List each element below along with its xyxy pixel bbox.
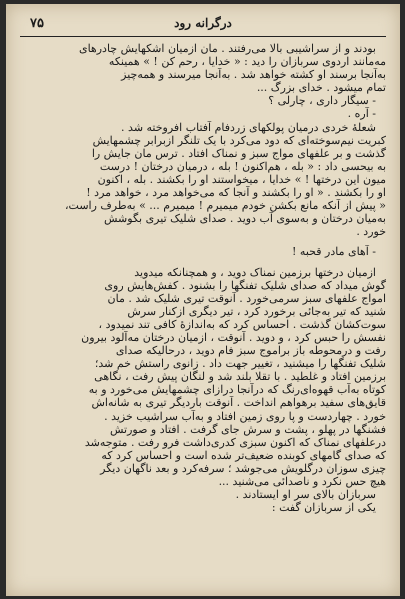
text-line: چیزی سوزان درگلویش می‌جوشد ؛ سرفه‌کرد و بعد ناگهان دیگر xyxy=(100,461,386,475)
paragraph-6 xyxy=(20,488,386,514)
text-line: هیچ حس نکرد و ناصدائی می‌شنید ... xyxy=(218,475,386,488)
text-line: برزمین افتاد و غلطید . با تقلا بلند شد و لنگان پیش رفت ، نگاهی xyxy=(94,370,386,384)
paragraph-2 xyxy=(20,94,386,120)
text-line: سوت‌کشان گذشت . احساس کرد که به‌اندازهٔ کافی تند نمیدود ، xyxy=(98,317,386,331)
paragraph-3 xyxy=(20,121,386,239)
text-line: به بیحسی داد : « بله ، هم‌اکنون ! بله ، درمیان درختان ! درست xyxy=(99,159,386,173)
paragraph-4 xyxy=(20,245,386,258)
text-line: فشنگها در پهلو ، پشت و سرش جای گرفت . افتاد و صورتش xyxy=(109,422,386,436)
text-line: شعلهٔ خردی درمیان پولکهای زردفام آفتاب افروخته شد . xyxy=(121,120,376,134)
text-line: ازمیان درختها برزمین نمناک دوید ، و همچنانکه میدوید xyxy=(134,265,376,279)
text-line: یکی از سربازان گفت : xyxy=(271,501,376,515)
running-title: درگرانه رود xyxy=(174,16,232,30)
text-line: « پیش از آنکه مانع بکشن خودم میمیرم ! میمیرم ... » به‌طرف راست، xyxy=(64,199,386,213)
page-number: ۷۵ xyxy=(30,16,44,31)
text-line: خورد . چهاردست و پا روی زمین افتاد و به‌آب سراشیب خزید . xyxy=(104,409,386,423)
text-line: میون این درختها ! » خدایا ، میخواستند او را بکشند . بله ، اکنون xyxy=(97,172,386,186)
text-line: گوش میداد که صدای شلیک تفنگها را بشنود . کفش‌هایش روی xyxy=(104,278,386,292)
dialogue-line: - آهای مادر قحبه ! xyxy=(292,245,376,259)
page-header xyxy=(20,16,386,34)
text-line: شنید که تیر به‌جائی برخورد کرد ، تیر دیگری ازکنار سرش xyxy=(127,304,386,318)
text-line: مه‌مانند اردوی سربازان را دید : « خدایا ، رحم کن ! » همینکه xyxy=(108,55,386,69)
text-line: به‌آنجا برسند او کشته خواهد شد . به‌آنجا میرسند و همه‌چیز xyxy=(121,68,386,82)
book-page xyxy=(6,4,400,596)
text-line: که صدای گامهای کوبنده ضعیف‌تر شده است و احساس کرد که xyxy=(101,448,386,462)
dialogue-line: - سیگار داری ، چارلی ؟ xyxy=(268,94,376,108)
dialogue-line: - آره . xyxy=(347,107,376,121)
text-line: قایق‌های سفید برهواهم انداخت . آنوقت باردیگر تیری به شانه‌اش xyxy=(91,396,386,410)
text-line: کبریت نیم‌سوخته‌ای که دود می‌کرد با یک تلنگر ازبرابر چشمهایش xyxy=(92,133,386,147)
text-line: رفت و درمحوطه باز براموج سبز فام دوید ، درحالیکه صدای xyxy=(115,344,386,358)
text-line: سربازان بالای سر او ایستادند . xyxy=(235,488,376,502)
paragraph-5 xyxy=(20,266,386,489)
header-rule xyxy=(20,36,386,37)
text-line: درعلفهای نمناک که اکنون سبزی کدری‌داشت فرو رفت . متوجه‌شد xyxy=(84,435,386,449)
body-text xyxy=(20,42,386,514)
text-line: امواج علفهای سبز سرمی‌خورد . آنوقت تیری شلیک شد . مان xyxy=(107,291,386,305)
text-line: خورد . xyxy=(356,225,386,239)
text-line: گذشت و بر علفهای مواج سبز و نمناک افتاد . ترس مان جایش را xyxy=(91,146,386,160)
text-line: بودند و از سراشیبی بالا می‌رفتند . مان ازمیان اشکهایش چادرهای xyxy=(78,42,376,55)
text-line: به‌میان درختان و به‌سوی آب دوید . صدای شلیک تیری بگوشش xyxy=(104,212,386,226)
text-line: تمام میشود . خدای بزرگ ... xyxy=(256,81,386,95)
text-line: کوتاه به‌آب قهوه‌ای‌رنگ که درآنجا درازای چشمهایش می‌خورد و به xyxy=(88,383,386,397)
text-line: شلیک تفنگها را میشنید ، تغییر جهت داد . زانوی راستش خم شد؛ xyxy=(94,357,386,371)
text-line: نفسش را حبس کرد ، و دوید . آنوقت ، ازمیان درختان مه‌آلود بیرون xyxy=(81,330,386,344)
text-line: او را بکشند . « او را بکشند و آنجا که می‌خواهد مرد ، خواهد مرد ! xyxy=(86,186,386,200)
paragraph-1 xyxy=(20,42,386,94)
